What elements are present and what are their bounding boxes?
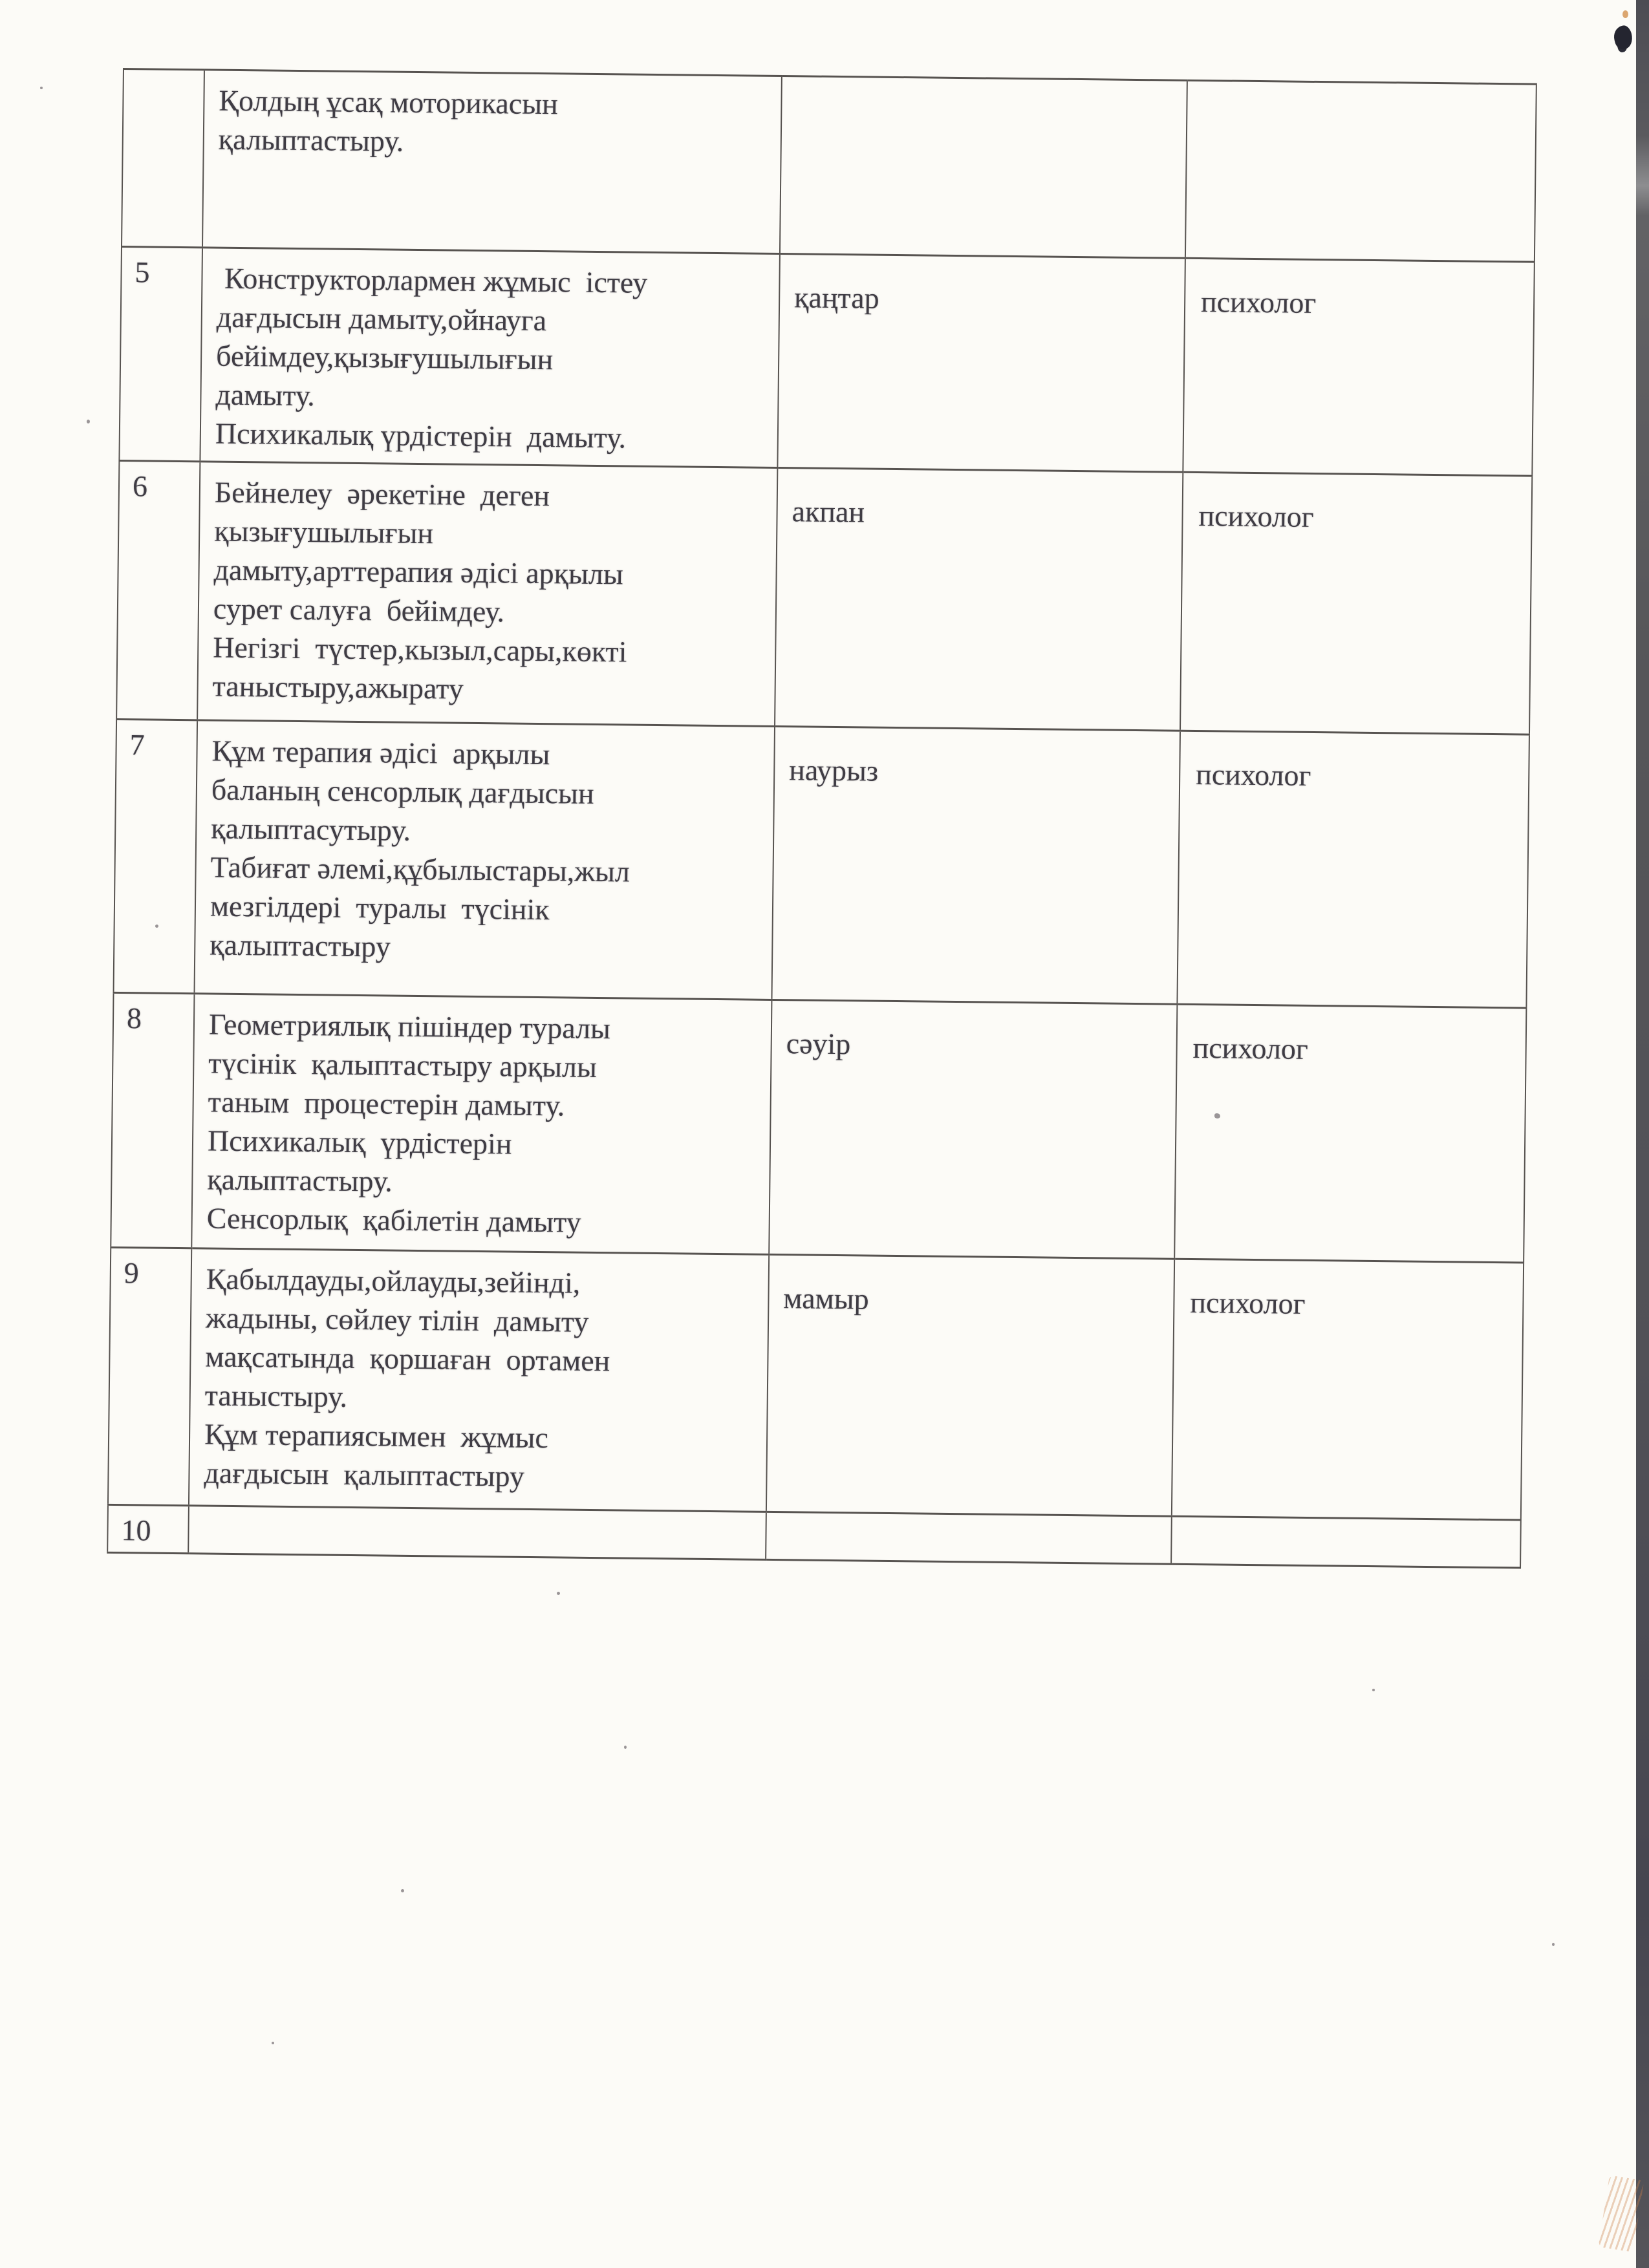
table-row xyxy=(114,719,1529,1008)
month-cell: мамыр xyxy=(766,1254,1174,1516)
month-cell: акпан xyxy=(775,467,1183,731)
specialist-cell: психолог xyxy=(1180,472,1532,734)
scan-speck xyxy=(624,1746,627,1749)
ink-blot xyxy=(1611,24,1635,51)
task-cell: Геометриялық пішіндер туралы түсінік қалыптастыру арқылы таным процестерін дамыту. Психикалық үрдістерін қалыптастыру. Сенсорлық қабілетін дамыту xyxy=(191,994,771,1255)
scan-speck xyxy=(1552,1943,1555,1946)
specialist-cell: психолог xyxy=(1177,731,1529,1008)
task-cell: Құм терапия әдісі арқылы баланың сенсорлық дағдысын қалыптасутыру. Табиғат әлемі,құбылыстары,жыл мезгілдері туралы түсінік қалыптастыру xyxy=(195,720,775,1000)
task-cell: Конструкторлармен жұмыс істеу дағдысын дамыту,ойнауга бейімдеу,қызығушылығын дамыту. Психикалық үрдістерін дамыту. xyxy=(200,248,780,468)
month-cell: сәуір xyxy=(769,1000,1177,1259)
month-cell: наурыз xyxy=(771,726,1180,1004)
table-row xyxy=(116,460,1532,734)
month-cell: қаңтар xyxy=(777,254,1185,473)
month-cell xyxy=(766,1512,1172,1564)
row-number-cell: 5 xyxy=(119,246,202,461)
table-row xyxy=(122,69,1536,262)
scan-speck xyxy=(40,87,43,89)
task-cell: Қабылдауды,ойлауды,зейінді, жадыны, сөйлеу тілін дамыту мақсатында қоршаған ортамен таныстыру. Құм терапиясымен жұмыс дағдысын қалыптастыру xyxy=(189,1248,769,1512)
scan-speck xyxy=(1372,1689,1375,1691)
row-number-cell: 10 xyxy=(107,1504,189,1553)
table-row xyxy=(119,246,1534,476)
scanner-edge-band xyxy=(1636,0,1649,2268)
task-cell xyxy=(188,1506,766,1560)
scan-speck xyxy=(1214,1113,1220,1118)
row-number-cell: 6 xyxy=(116,460,200,720)
row-number-cell: 7 xyxy=(114,719,198,993)
scan-speck xyxy=(155,925,158,928)
scan-speck xyxy=(557,1592,560,1595)
table-row xyxy=(111,992,1526,1263)
scan-speck xyxy=(272,2042,274,2044)
month-cell xyxy=(780,76,1187,259)
specialist-cell: психолог xyxy=(1172,1259,1524,1520)
row-number-cell xyxy=(122,69,204,248)
scan-speck xyxy=(401,1889,404,1892)
specialist-cell: психолог xyxy=(1174,1004,1526,1263)
specialist-cell: психолог xyxy=(1183,258,1535,476)
specialist-cell xyxy=(1171,1516,1521,1568)
scan-speck xyxy=(87,420,90,423)
task-cell: Бейнелеу әрекетіне деген қызығушылығын дамыту,арттерапия әдісі арқылы сурет салуға бейімдеу. Негізгі түстер,кызыл,сары,көкті таныстыру,ажырату xyxy=(197,462,777,727)
row-number-cell: 8 xyxy=(111,992,194,1248)
specialist-cell xyxy=(1185,80,1536,262)
schedule-table xyxy=(107,68,1537,1569)
table-row xyxy=(108,1247,1524,1520)
orange-speck xyxy=(1622,10,1628,18)
row-number-cell: 9 xyxy=(108,1247,191,1505)
task-cell: Қолдың ұсақ моторикасын қалыптастыру. xyxy=(202,70,782,254)
